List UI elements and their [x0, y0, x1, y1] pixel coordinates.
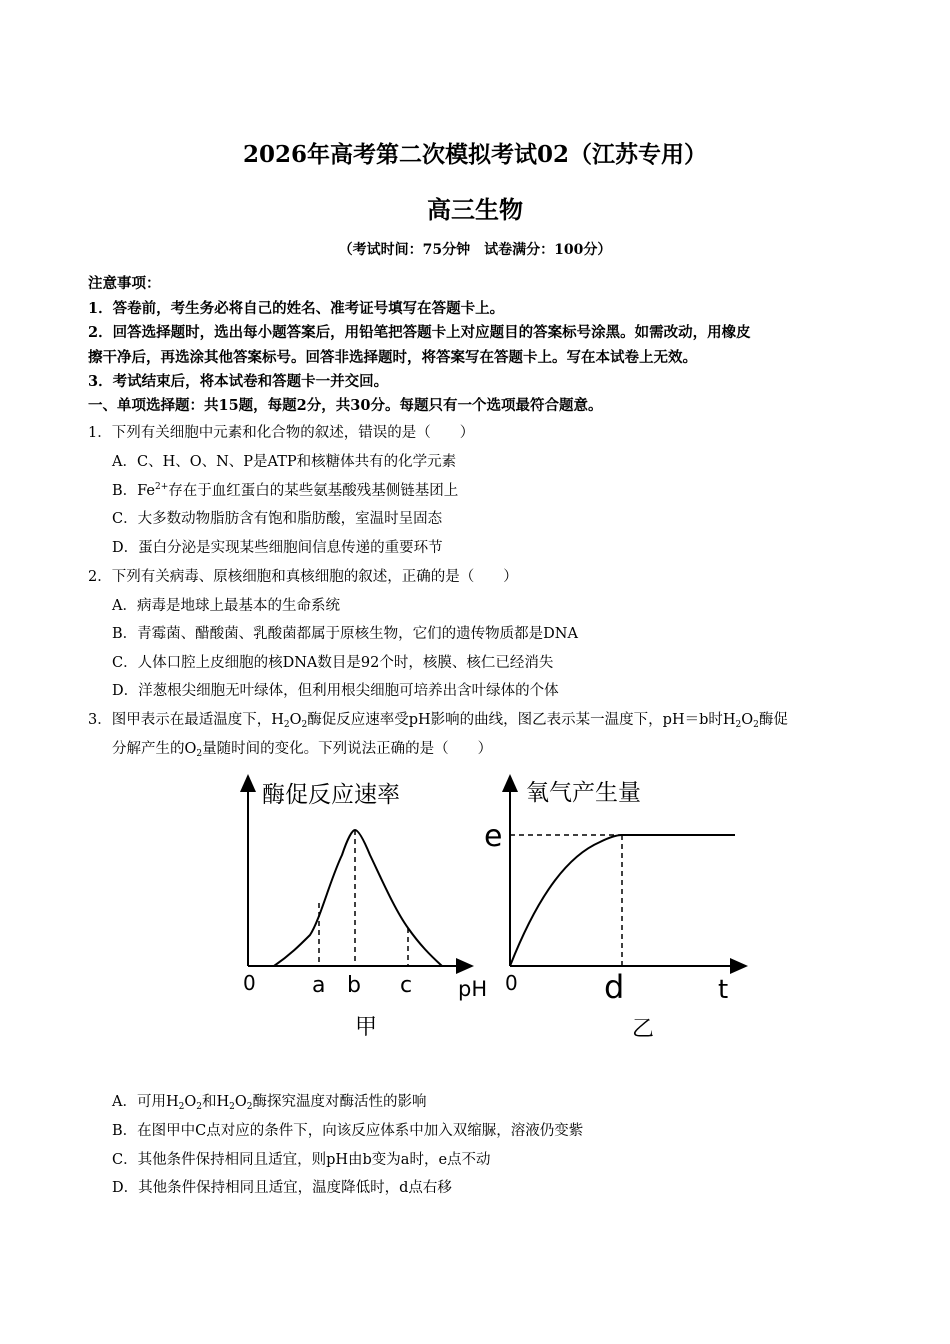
q3-sub: 2 [753, 720, 759, 730]
q3-s2a: 分解产生的O [112, 741, 197, 757]
q3-sub: 2 [735, 720, 742, 730]
jia-tick-c: c [400, 973, 413, 998]
q3-sub: 2 [301, 720, 308, 730]
yi-tick-e: e [484, 819, 503, 854]
jia-ylabel: 酶促反应速率 [262, 782, 400, 808]
q1-b-post: 存在于血红蛋白的某些氨基酸残基侧链基团上 [168, 483, 459, 499]
section-heading: 一、单项选择题：共15题，每题2分，共30分。每题只有一个选项最符合题意。 [88, 397, 603, 414]
jia-origin: 0 [243, 971, 256, 995]
q1-b-pre: B．Fe [112, 483, 156, 499]
q3-s1b: O [289, 712, 302, 728]
jia-caption: 甲 [355, 1015, 378, 1040]
jia-xlabel: pH [458, 977, 488, 1001]
q3-s1c: 酶促反应速率受pH影响的曲线，图乙表示某一温度下，pH＝b时H [307, 712, 736, 728]
jia-tick-a: a [312, 973, 326, 998]
q2-option-b: B．青霉菌、醋酸菌、乳酸菌都属于原核生物，它们的遗传物质都是DNA [112, 626, 578, 642]
yi-tick-d: d [604, 968, 625, 1006]
notice-item-2-cont: 擦干净后，再选涂其他答案标号。回答非选择题时，将答案写在答题卡上。写在本试卷上无效。 [88, 349, 697, 366]
notice-heading: 注意事项： [88, 275, 161, 292]
subject-title: 高三生物 [427, 195, 523, 224]
q1-option-a: A．C、H、O、N、P是ATP和核糖体共有的化学元素 [112, 454, 457, 470]
q3-ab: O [184, 1094, 197, 1110]
exam-info: （考试时间：75分钟 试卷满分：100分） [338, 242, 612, 258]
q3-figure [230, 770, 760, 1045]
q3-option-d: D．其他条件保持相同且适宜，温度降低时，d点右移 [112, 1180, 452, 1196]
q3-sub: 2 [196, 749, 203, 759]
exam-title: 2026年高考第二次模拟考试02（江苏专用） [242, 141, 708, 168]
q3-sub: 2 [229, 1102, 235, 1112]
q3-s1d: O [741, 712, 754, 728]
q1-option-d: D．蛋白分泌是实现某些细胞间信息传递的重要环节 [112, 540, 443, 556]
q3-sub: 2 [178, 1102, 185, 1112]
q3-ac: 和H [201, 1094, 230, 1110]
q3-stem-line2 [112, 737, 492, 759]
yi-caption: 乙 [632, 1017, 655, 1042]
chart-yi [484, 780, 740, 1042]
jia-tick-b: b [347, 973, 361, 998]
q3-sub: 2 [283, 720, 290, 730]
q1-b-sup: 2+ [155, 482, 169, 492]
q3-ae: 酶探究温度对酶活性的影响 [252, 1094, 427, 1110]
yi-xlabel: t [718, 975, 729, 1005]
q3-s1a: 3．图甲表示在最适温度下，H [88, 712, 284, 728]
q3-ad: O [234, 1094, 247, 1110]
q1-stem: 1．下列有关细胞中元素和化合物的叙述，错误的是（ ） [88, 425, 475, 441]
q3-option-a [112, 1090, 427, 1112]
q3-s2b: 量随时间的变化。下列说法正确的是（ ） [202, 741, 493, 757]
yi-origin: 0 [505, 971, 518, 995]
q3-stem-line1 [88, 708, 788, 730]
q3-aa: A．可用H [112, 1094, 179, 1110]
notice-item-2: 2．回答选择题时，选出每小题答案后，用铅笔把答题卡上对应题目的答案标号涂黑。如需改动，用橡皮 [88, 324, 751, 341]
q1-option-b [112, 479, 458, 500]
jia-curve [274, 830, 442, 966]
q3-sub: 2 [246, 1102, 253, 1112]
chart-jia [243, 782, 487, 1040]
q3-s1e: 酶促 [758, 712, 788, 728]
notice-item-3: 3．考试结束后，将本试卷和答题卡一并交回。 [88, 373, 389, 390]
yi-ylabel: 氧气产生量 [526, 780, 641, 806]
q2-option-a: A．病毒是地球上最基本的生命系统 [112, 598, 340, 614]
q2-option-d: D．洋葱根尖细胞无叶绿体，但利用根尖细胞可培养出含叶绿体的个体 [112, 683, 559, 699]
q3-option-b: B．在图甲中C点对应的条件下，向该反应体系中加入双缩脲，溶液仍变紫 [112, 1123, 584, 1139]
q2-stem: 2．下列有关病毒、原核细胞和真核细胞的叙述，正确的是（ ） [88, 569, 518, 585]
notice-item-1: 1．答卷前，考生务必将自己的姓名、准考证号填写在答题卡上。 [88, 300, 505, 317]
q3-option-c: C．其他条件保持相同且适宜，则pH由b变为a时，e点不动 [112, 1152, 491, 1168]
q1-option-c: C．大多数动物脂肪含有饱和脂肪酸，室温时呈固态 [112, 511, 443, 527]
q2-option-c: C．人体口腔上皮细胞的核DNA数目是92个时，核膜、核仁已经消失 [112, 655, 554, 671]
q3-sub: 2 [196, 1102, 202, 1112]
